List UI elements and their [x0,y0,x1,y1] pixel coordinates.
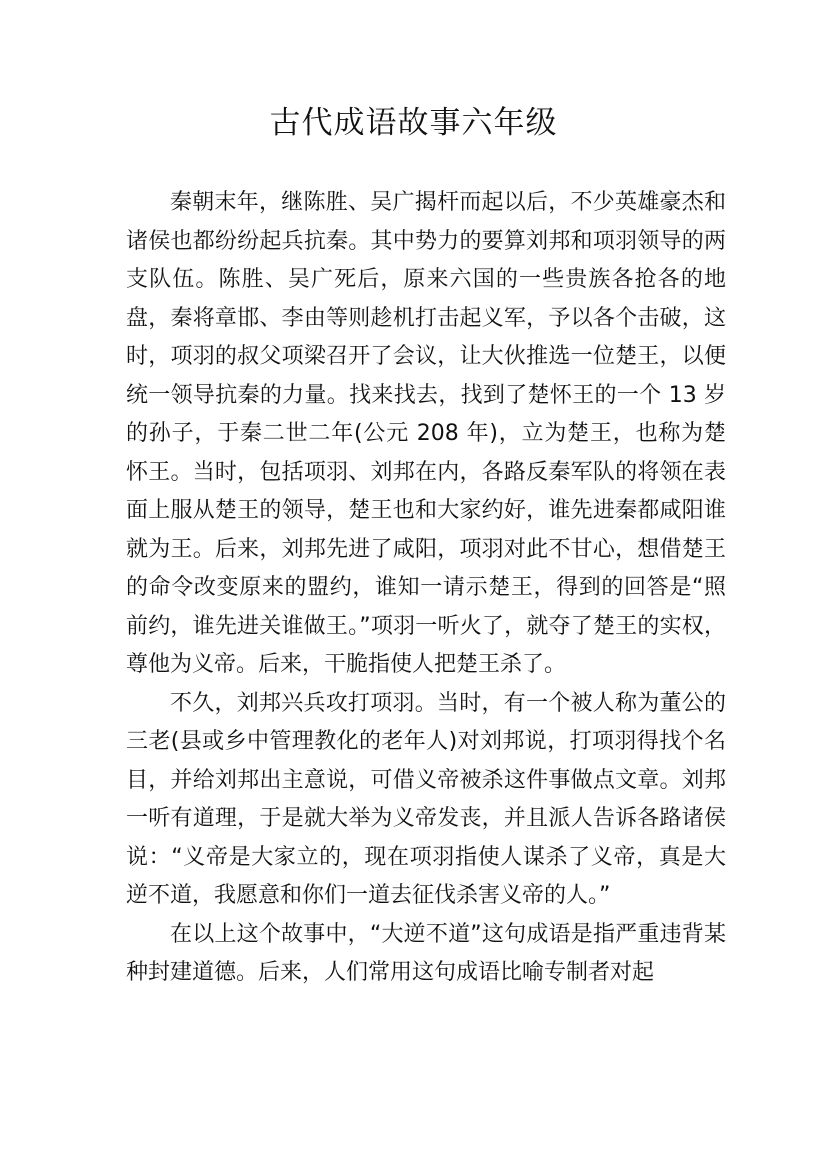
document-body [126,184,726,993]
paragraph-3: 在以上这个故事中，“大逆不道”这句成语是指严重违背某种封建道德。后来，人们常用这句成语比喻专制者对起 [126,921,726,985]
paragraph-2: 不久，刘邦兴兵攻打项羽。当时，有一个被人称为董公的三老(县或乡中管理教化的老年人)对刘邦说，打项羽得找个名目，并给刘邦出主意说，可借义帝被杀这件事做点文章。刘邦一听有道理，于是就大举为义帝发丧，并且派人告诉各路诸侯说：“义帝是大家立的，现在项羽指使人谋杀了义帝，真是大逆不道，我愿意和你们一道去征伐杀害义帝的人。” [126,690,726,908]
paragraph-1: 秦朝末年，继陈胜、吴广揭杆而起以后，不少英雄豪杰和诸侯也都纷纷起兵抗秦。其中势力的要算刘邦和项羽领导的两支队伍。陈胜、吴广死后，原来六国的一些贵族各抢各的地盘，秦将章邯、李由等则趁机打击起义军，予以各个击破，这时，项羽的叔父项梁召开了会议，让大伙推选一位楚王，以便统一领导抗秦的力量。找来找去，找到了楚怀王的一个 13 岁的孙子，于秦二世二年(公元 208 年)，立为楚王，也称为楚怀王。当时，包括项羽、刘邦在内，各路反秦军队的将领在表面上服从楚王的领导，楚王也和大家约好，谁先进秦都咸阳谁就为王。后来，刘邦先进了咸阳，项羽对此不甘心，想借楚王的命令改变原来的盟约，谁知一请示楚王，得到的回答是“照前约，谁先进关谁做王。”项羽一听火了，就夺了楚王的实权，尊他为义帝。后来，干脆指使人把楚王杀了。 [126,190,726,677]
document-title: 古代成语故事六年级 [269,105,558,141]
